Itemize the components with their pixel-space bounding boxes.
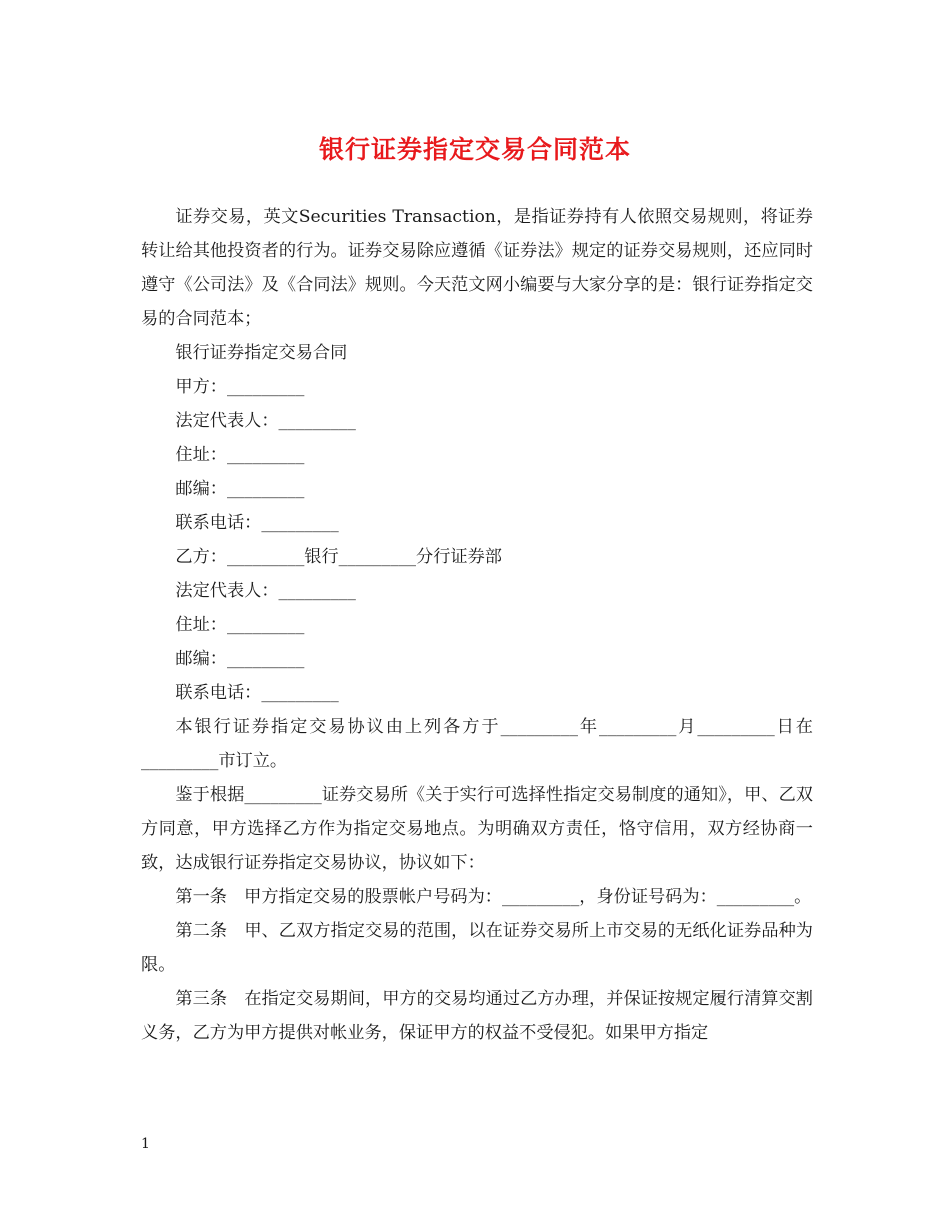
article-2-paragraph: 第二条 甲、乙双方指定交易的范围，以在证券交易所上市交易的无纸化证券品种为限。	[141, 921, 813, 975]
party-a-field: 甲方：_________	[175, 377, 305, 397]
document-body	[141, 200, 813, 1050]
article-3-paragraph: 第三条 在指定交易期间，甲方的交易均通过乙方办理，并保证按规定履行清算交割义务，乙方为甲方提供对帐业务，保证甲方的权益不受侵犯。如果甲方指定	[141, 989, 813, 1043]
party-a-postcode-field: 邮编：_________	[175, 479, 305, 499]
party-a-representative-field: 法定代表人：_________	[175, 411, 356, 431]
contract-heading: 银行证券指定交易合同	[175, 343, 348, 363]
party-b-representative-field: 法定代表人：_________	[175, 581, 356, 601]
page-number: 1	[141, 1136, 150, 1152]
party-b-field: 乙方：_________银行_________分行证券部	[175, 547, 502, 567]
party-a-address-field: 住址：_________	[175, 445, 305, 465]
party-a-phone-field: 联系电话：_________	[175, 513, 339, 533]
article-1-paragraph: 第一条 甲方指定交易的股票帐户号码为：_________，身份证号码为：_________。	[175, 887, 812, 907]
party-b-phone-field: 联系电话：_________	[175, 683, 339, 703]
intro-paragraph: 证券交易，英文Securities Transaction，是指证券持有人依照交易规则，将证券转让给其他投资者的行为。证券交易除应遵循《证券法》规定的证券交易规则，还应同时遵守《公司法》及《合同法》规则。今天范文网小编要与大家分享的是：银行证券指定交易的合同范本；	[141, 207, 813, 329]
document-title: 银行证券指定交易合同范本	[318, 135, 631, 164]
agreement-date-paragraph: 本银行证券指定交易协议由上列各方于_________年_________月_________日在_________市订立。	[141, 717, 813, 771]
party-b-postcode-field: 邮编：_________	[175, 649, 305, 669]
recital-paragraph: 鉴于根据_________证券交易所《关于实行可选择性指定交易制度的通知》，甲、乙双方同意，甲方选择乙方作为指定交易地点。为明确双方责任，恪守信用，双方经协商一致，达成银行证券指定交易协议，协议如下：	[141, 785, 813, 873]
party-b-address-field: 住址：_________	[175, 615, 305, 635]
